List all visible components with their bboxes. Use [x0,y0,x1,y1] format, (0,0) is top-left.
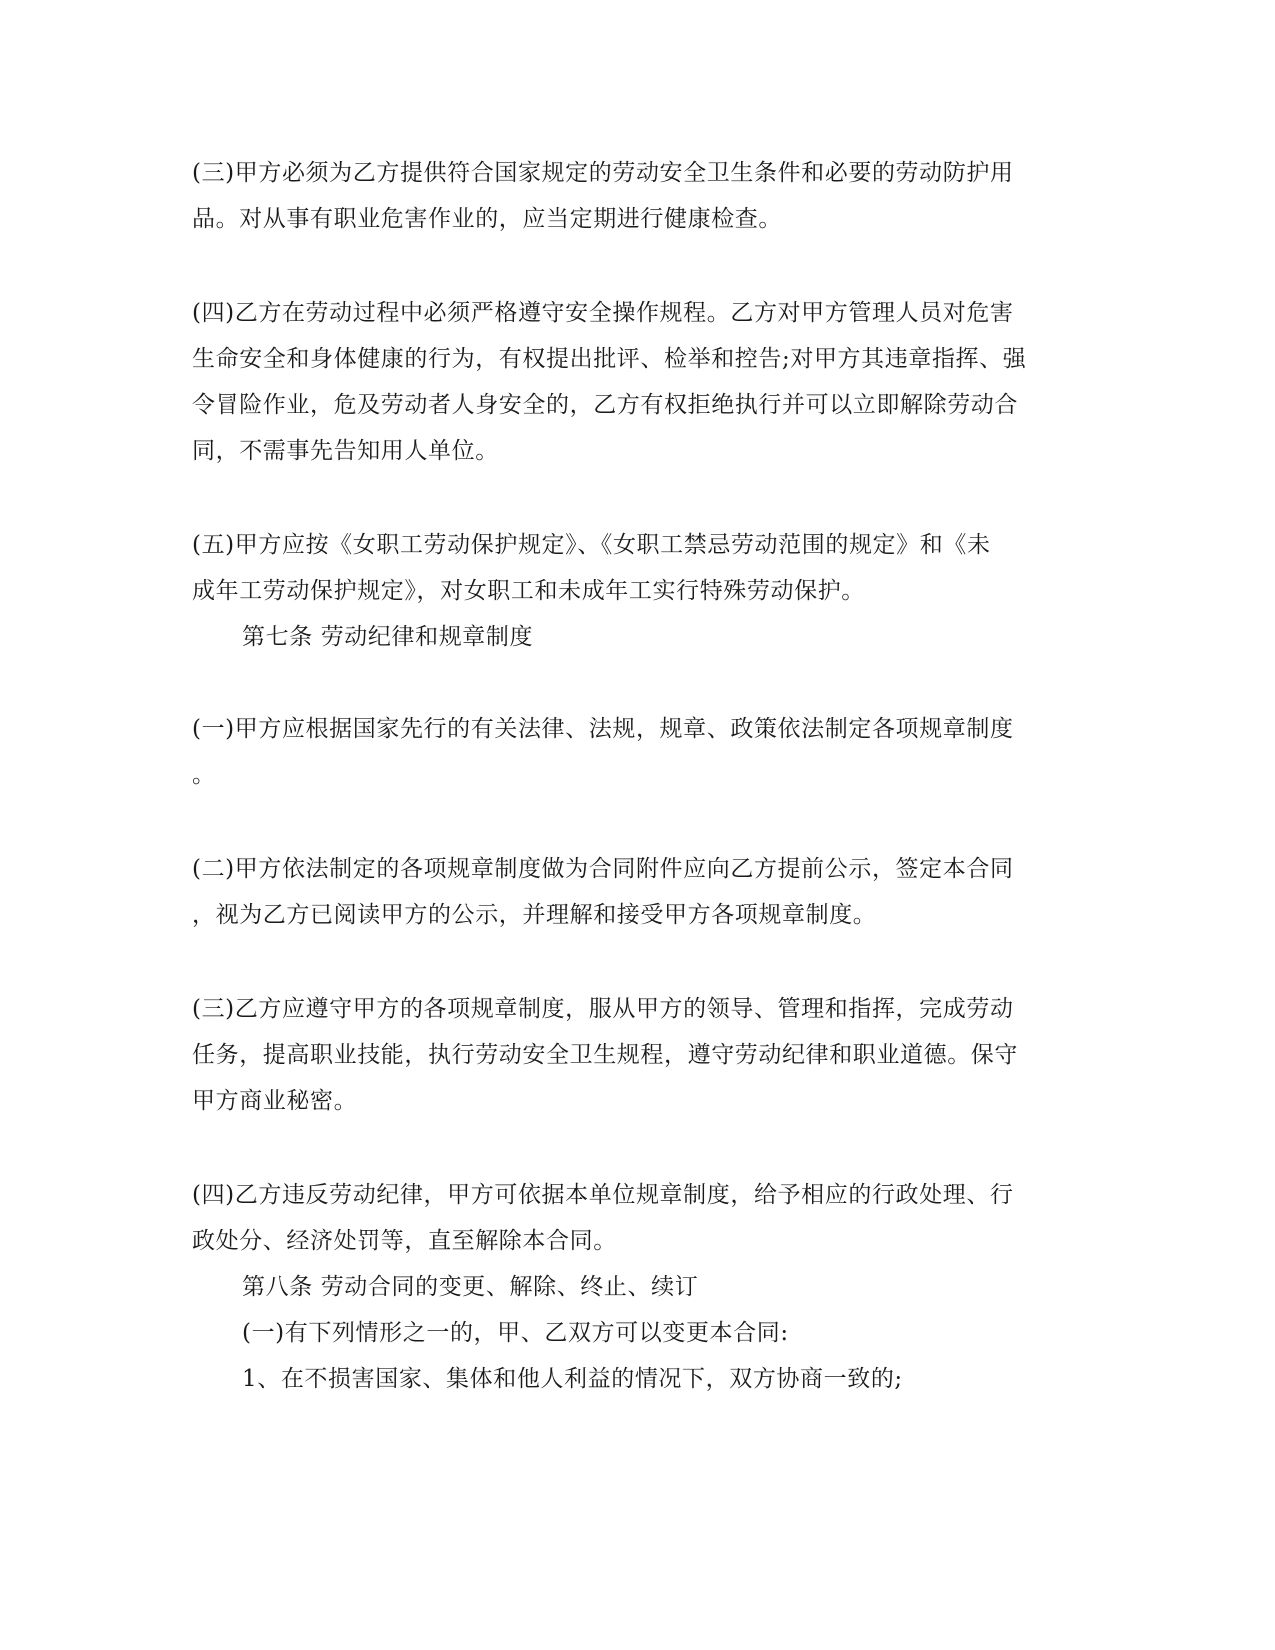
clause-8-1-item-1: 1、在不损害国家、集体和他人利益的情况下，双方协商一致的; [242,1366,903,1392]
clause-6-3-line-1: (三)甲方必须为乙方提供符合国家规定的劳动安全卫生条件和必要的劳动防护用 [192,160,1014,186]
clause-7-3-line-2: 任务，提高职业技能，执行劳动安全卫生规程，遵守劳动纪律和职业道德。保守 [192,1042,1018,1068]
clause-6-3-line-2: 品。对从事有职业危害作业的，应当定期进行健康检查。 [192,206,782,232]
clause-7-1-line-1: (一)甲方应根据国家先行的有关法律、法规，规章、政策依法制定各项规章制度 [192,716,1014,742]
clause-6-4-line-4: 同，不需事先告知用人单位。 [192,438,499,464]
clause-6-4-line-2: 生命安全和身体健康的行为，有权提出批评、检举和控告;对甲方其违章指挥、强 [192,346,1027,372]
clause-7-4-line-2: 政处分、经济处罚等，直至解除本合同。 [192,1228,617,1254]
clause-8-1-line-1: (一)有下列情形之一的，甲、乙双方可以变更本合同: [242,1320,789,1346]
clause-7-2-line-2: ，视为乙方已阅读甲方的公示，并理解和接受甲方各项规章制度。 [192,902,877,928]
clause-7-2-line-1: (二)甲方依法制定的各项规章制度做为合同附件应向乙方提前公示，签定本合同 [192,856,1014,882]
clause-6-5-line-1: (五)甲方应按《女职工劳动保护规定》、《女职工禁忌劳动范围的规定》和《未 [192,532,991,558]
clause-7-3-line-1: (三)乙方应遵守甲方的各项规章制度，服从甲方的领导、管理和指挥，完成劳动 [192,996,1014,1022]
clause-7-1-line-2: 。 [192,762,216,788]
clause-7-4-line-1: (四)乙方违反劳动纪律，甲方可依据本单位规章制度，给予相应的行政处理、行 [192,1182,1014,1208]
clause-7-3-line-3: 甲方商业秘密。 [192,1088,358,1114]
article-8-heading: 第八条 劳动合同的变更、解除、终止、续订 [242,1274,699,1300]
clause-6-5-line-2: 成年工劳动保护规定》，对女职工和未成年工实行特殊劳动保护。 [192,578,865,604]
clause-6-4-line-3: 令冒险作业，危及劳动者人身安全的，乙方有权拒绝执行并可以立即解除劳动合 [192,392,1018,418]
clause-6-4-line-1: (四)乙方在劳动过程中必须严格遵守安全操作规程。乙方对甲方管理人员对危害 [192,300,1014,326]
article-7-heading: 第七条 劳动纪律和规章制度 [242,624,534,650]
